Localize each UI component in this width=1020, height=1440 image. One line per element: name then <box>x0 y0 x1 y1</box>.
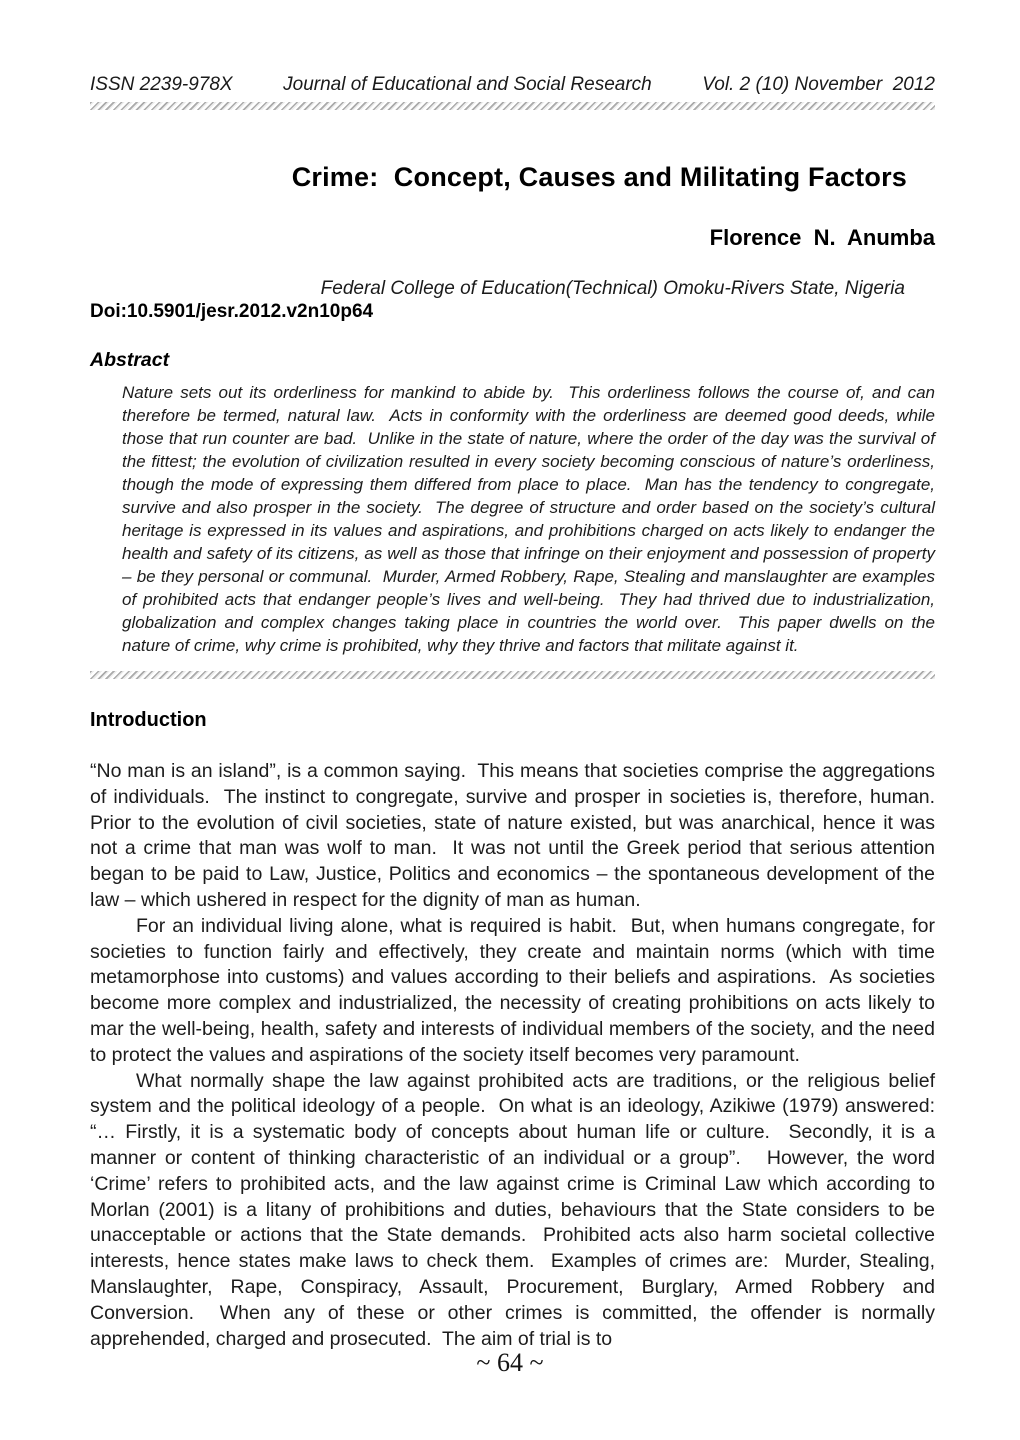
abstract-heading: Abstract <box>90 349 170 371</box>
header-divider <box>90 102 935 110</box>
intro-paragraph-2: For an individual living alone, what is required is habit. But, when humans congregate, for societies to function fairly and effectively, they create and maintain norms (which with time metamorphose into customs) and values according to their beliefs and aspirations. As societies become more complex and industrialized, the necessity of creating prohibitions on acts likely to mar the well-being, health, safety and interests of individual members of the society, and the need to protect the values and aspirations of the society itself becomes very paramount. <box>90 914 941 1066</box>
author-affiliation: Federal College of Education(Technical) Omoku-Rivers State, Nigeria <box>320 278 905 299</box>
intro-paragraph-1: “No man is an island”, is a common saying. This means that societies comprise the aggregations of individuals. The instinct to congregate, survive and prosper in societies is, therefore, human. Prior to the evolution of civil societies, state of nature existed, but was anarchical, hence it was not a crime that man was wolf to man. It was not until the Greek period that serious attention began to be paid to Law, Justice, Politics and economics – the spontaneous development of the law – which ushered in respect for the dignity of man as human. <box>90 760 946 911</box>
abstract-divider <box>90 671 935 679</box>
running-header <box>90 0 935 96</box>
header-journal-title: Journal of Educational and Social Research <box>283 74 652 95</box>
section-heading-introduction: Introduction <box>90 709 207 731</box>
header-volume-info: Vol. 2 (10) November 2012 <box>702 74 935 95</box>
article-title: Crime: Concept, Causes and Militating Factors <box>291 162 907 192</box>
intro-paragraph-3: What normally shape the law against prohibited acts are traditions, or the religious belief system and the political ideology of a people. On what is an ideology, Azikiwe (1979) answered: “… Firstly, it is a systematic body of concepts about human life or culture. Secondly, it is a manner or content of thinking characteristic of an individual or a group”. However, the word ‘Crime’ refers to prohibited acts, and the law against crime is Criminal Law which according to Morlan (2001) is a litany of prohibitions and duties, behaviours that the State considers to be unacceptable or actions that the State demands. Prohibited acts also harm societal collective interests, hence states make laws to check them. Examples of crimes are: Murder, Stealing, Manslaughter, Rape, Conspiracy, Assault, Procurement, Burglary, Armed Robbery and Conversion. When any of these or other crimes is committed, the offender is normally apprehended, charged and prosecuted. The aim of trial is to <box>90 1069 941 1350</box>
author-name: Florence N. Anumba <box>709 225 935 250</box>
header-issn: ISSN 2239-978X <box>90 74 233 95</box>
doi-text: Doi:10.5901/jesr.2012.v2n10p64 <box>90 301 374 322</box>
abstract-text: Nature sets out its orderliness for mankind to abide by. This orderliness follows the course of, and can therefore be termed, natural law. Acts in conformity with the orderliness are deemed good deeds, while those that run counter are bad. Unlike in the state of nature, where the order of the day was the survival of the fittest; the evolution of civilization resulted in every society becoming conscious of nature’s orderliness, though the mode of expressing them differed from place to place. Man has the tendency to congregate, survive and also prosper in the society. The degree of structure and order based on the society’s cultural heritage is expressed in its values and aspirations, and prohibitions charged on acts likely to endanger the health and safety of its citizens, as well as those that infringe on their enjoyment and possession of property – be they personal or communal. Murder, Armed Robbery, Rape, Stealing and manslaughter are examples of prohibited acts that endanger people’s lives and well-being. They had thrived due to industrialization, globalization and complex changes taking place in countries the world over. This paper dwells on the nature of crime, why crime is prohibited, why they thrive and factors that militate against it. <box>122 383 940 655</box>
page-number: ~ 64 ~ <box>476 1348 544 1377</box>
